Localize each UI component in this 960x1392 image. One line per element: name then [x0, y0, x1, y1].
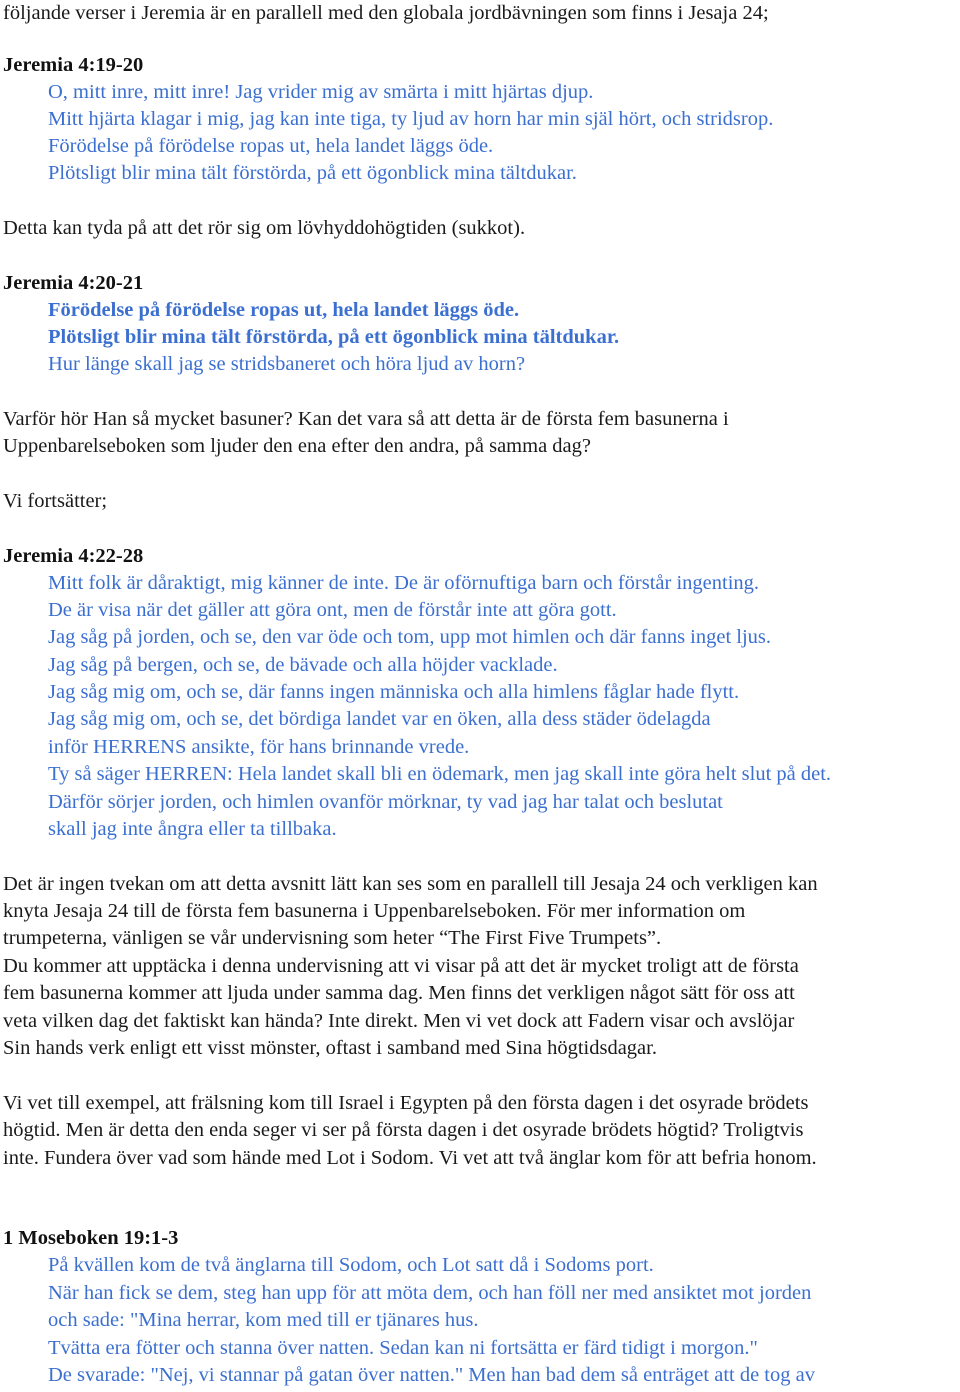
scripture-reference: Jeremia 4:19-20: [3, 54, 144, 76]
body-text-line: inte. Fundera över vad som hände med Lot i Sodom. Vi vet att två änglar kom för att befria honom.: [3, 1147, 817, 1169]
verse-line: Mitt hjärta klagar i mig, jag kan inte tiga, ty ljud av horn har min själ hört, och stridsrop.: [48, 108, 774, 130]
verse-line: Jag såg mig om, och se, där fanns ingen människa och alla himlens fåglar hade flytt.: [48, 681, 740, 703]
verse-line: Mitt folk är dåraktigt, mig känner de inte. De är oförnuftiga barn och förstår ingenting.: [48, 572, 760, 594]
verse-line: När han fick se dem, steg han upp för att möta dem, och han föll ner med ansiktet mot jorden: [48, 1282, 812, 1304]
body-text-line: Det är ingen tvekan om att detta avsnitt lätt kan ses som en parallell till Jesaja 24 och verkligen kan: [3, 873, 818, 895]
verse-line: Hur länge skall jag se stridsbaneret och höra ljud av horn?: [48, 353, 526, 375]
verse-line: De är visa när det gäller att göra ont, men de förstår inte att göra gott.: [48, 599, 617, 621]
verse-line: Plötsligt blir mina tält förstörda, på ett ögonblick mina tältdukar.: [48, 162, 577, 184]
body-text-line: trumpeterna, vänligen se vår undervisning som heter “The First Five Trumpets”.: [3, 927, 662, 949]
scripture-reference: 1 Moseboken 19:1-3: [3, 1227, 179, 1249]
verse-line: O, mitt inre, mitt inre! Jag vrider mig av smärta i mitt hjärtas djup.: [48, 81, 594, 103]
body-text-line: knyta Jesaja 24 till de första fem basunerna i Uppenbarelseboken. För mer information om: [3, 900, 746, 922]
verse-line: Ty så säger HERREN: Hela landet skall bli en ödemark, men jag skall inte göra helt slut på det.: [48, 763, 832, 785]
body-text-line: fem basunerna kommer att ljuda under samma dag. Men finns det verkligen något sätt för oss att: [3, 982, 795, 1004]
verse-line: Jag såg på bergen, och se, de bävade och alla höjder vacklade.: [48, 654, 558, 676]
body-text-line: Varför hör Han så mycket basuner? Kan det vara så att detta är de första fem basunerna i: [3, 408, 729, 430]
body-text-line: Vi fortsätter;: [3, 490, 108, 512]
verse-line: Jag såg mig om, och se, det bördiga landet var en öken, alla dess städer ödelagda: [48, 708, 711, 730]
verse-line: skall jag inte ångra eller ta tillbaka.: [48, 818, 337, 840]
scripture-reference: Jeremia 4:22-28: [3, 545, 144, 567]
verse-line: Tvätta era fötter och stanna över natten. Sedan kan ni fortsätta er färd tidigt i morgon.": [48, 1337, 758, 1359]
body-text-line: Uppenbarelseboken som ljuder den ena efter den andra, på samma dag?: [3, 435, 591, 457]
verse-line: Jag såg på jorden, och se, den var öde och tom, upp mot himlen och där fanns inget ljus.: [48, 626, 772, 648]
verse-line: På kvällen kom de två änglarna till Sodom, och Lot satt då i Sodoms port.: [48, 1254, 654, 1276]
body-text-line: Vi vet till exempel, att frälsning kom till Israel i Egypten på den första dagen i det osyrade brödets: [3, 1092, 809, 1114]
scripture-reference: Jeremia 4:20-21: [3, 272, 144, 294]
verse-line: Förödelse på förödelse ropas ut, hela landet läggs öde.: [48, 299, 520, 321]
body-text-line: följande verser i Jeremia är en parallell med den globala jordbävningen som finns i Jesaja 24;: [3, 2, 769, 24]
body-text-line: högtid. Men är detta den enda seger vi ser på första dagen i det osyrade brödets högtid? Troligtvis: [3, 1119, 804, 1141]
body-text-line: Du kommer att upptäcka i denna undervisning att vi visar på att det är mycket troligt att de första: [3, 955, 799, 977]
verse-line: Därför sörjer jorden, och himlen ovanför mörknar, ty vad jag har talat och beslutat: [48, 791, 723, 813]
verse-line: och sade: "Mina herrar, kom med till er tjänares hus.: [48, 1309, 479, 1331]
body-text-line: Sin hands verk enligt ett visst mönster, oftast i samband med Sina högtidsdagar.: [3, 1037, 657, 1059]
verse-line: Plötsligt blir mina tält förstörda, på ett ögonblick mina tältdukar.: [48, 326, 620, 348]
verse-line: De svarade: "Nej, vi stannar på gatan över natten." Men han bad dem så enträget att de tog av: [48, 1364, 815, 1386]
body-text-line: veta vilken dag det faktiskt kan hända? Inte direkt. Men vi vet dock att Fadern visar och avslöjar: [3, 1010, 795, 1032]
verse-line: inför HERRENS ansikte, för hans brinnande vrede.: [48, 736, 470, 758]
body-text-line: Detta kan tyda på att det rör sig om lövhyddohögtiden (sukkot).: [3, 217, 526, 239]
verse-line: Förödelse på förödelse ropas ut, hela landet läggs öde.: [48, 135, 494, 157]
